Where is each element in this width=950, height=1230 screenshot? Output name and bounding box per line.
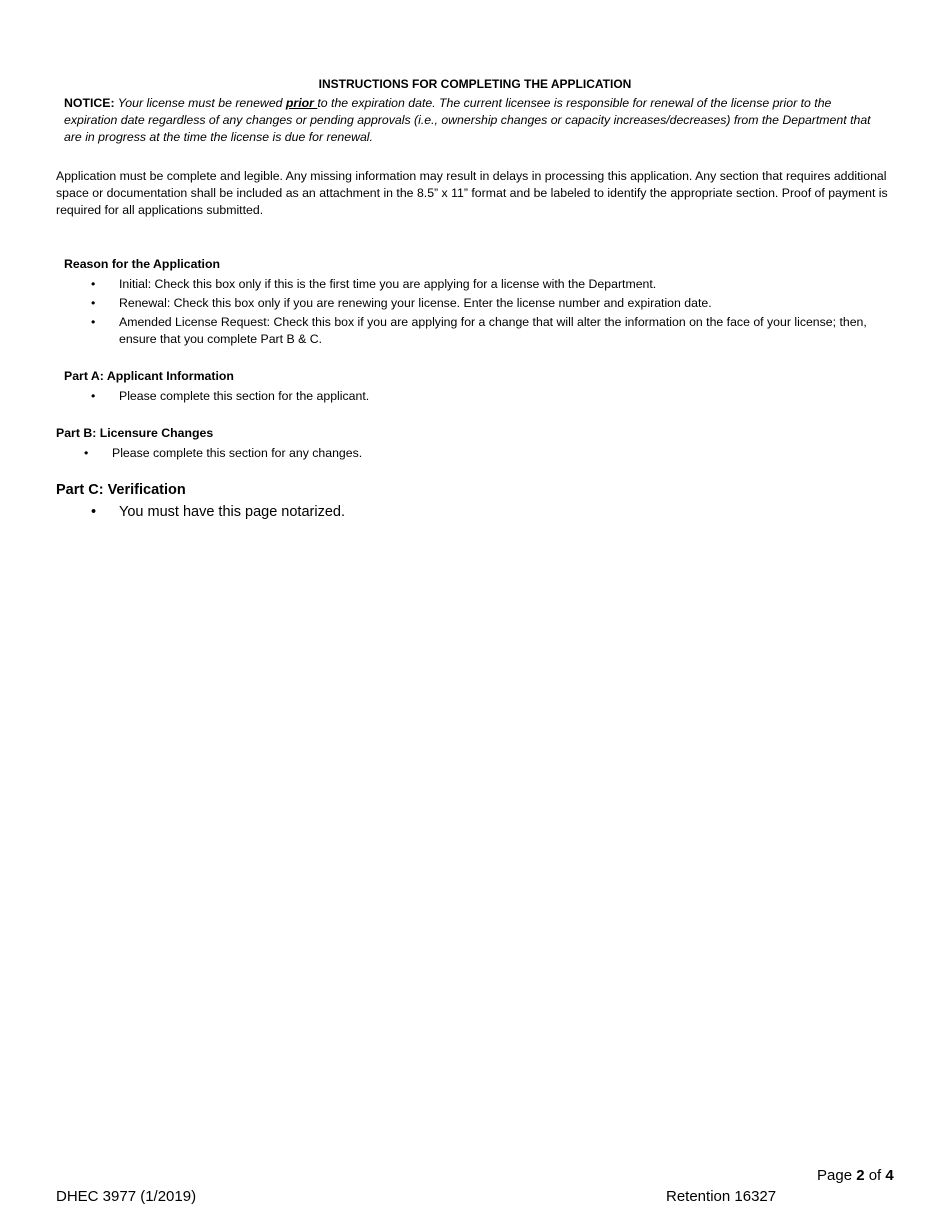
list-item-text: You must have this page notarized.: [119, 504, 345, 520]
page-current: 2: [856, 1167, 865, 1184]
page-prefix: Page: [817, 1167, 857, 1184]
page-number: [817, 1167, 894, 1184]
page-title: INSTRUCTIONS FOR COMPLETING THE APPLICATION: [318, 77, 632, 91]
page-total: 4: [885, 1167, 894, 1184]
bullet-icon: •: [91, 296, 96, 310]
list-item-text: Initial: Check this box only if this is the first time you are applying for a license with the Department.: [119, 277, 657, 291]
bullet-icon: •: [91, 277, 96, 291]
intro-paragraph: Application must be complete and legible. Any missing information may result in delays in processing this application. Any section that requires additional space or documentation shall be included as an attachment in the 8.5” x 11” format and be labeled to identify the appropriate section. Proof of payment is required for all applications submitted.: [56, 169, 888, 217]
part-c-list: [91, 503, 881, 522]
section-heading-part-a: Part A: Applicant Information: [64, 369, 234, 383]
notice-text-before: Your license must be renewed: [114, 96, 286, 110]
reason-list: [91, 276, 881, 348]
list-item: [91, 295, 881, 312]
section-heading-part-c: Part C: Verification: [56, 482, 186, 498]
notice-text-after: to the expiration date. The current licensee is responsible for renewal of the license prior to the expiration date regardless of any changes or pending approvals (i.e., ownership changes or capacity increases/decreases) from the Department that are in progress at the time the license is due for renewal.: [64, 96, 871, 144]
list-item: [84, 445, 884, 462]
notice-label: NOTICE:: [64, 96, 115, 110]
form-id: DHEC 3977 (1/2019): [56, 1188, 197, 1205]
list-item: [91, 314, 881, 348]
part-a-list: [91, 388, 881, 405]
retention-number: Retention 16327: [666, 1188, 777, 1205]
bullet-icon: •: [84, 446, 89, 460]
list-item-text: Please complete this section for the applicant.: [119, 389, 370, 403]
part-b-list: [84, 445, 884, 462]
bullet-icon: •: [91, 315, 96, 329]
list-item-text: Renewal: Check this box only if you are renewing your license. Enter the license number and expiration date.: [119, 296, 712, 310]
list-item-text: Please complete this section for any changes.: [112, 446, 363, 460]
bullet-icon: •: [91, 504, 97, 520]
notice-emphasis: prior: [285, 96, 318, 110]
section-heading-reason: Reason for the Application: [64, 257, 220, 271]
page-of: of: [864, 1167, 886, 1184]
list-item: [91, 503, 881, 522]
notice-paragraph: [64, 95, 884, 146]
list-item-text: Amended License Request: Check this box if you are applying for a change that will alter the information on the face of your license; then, ensure that you complete Part B & C.: [119, 315, 867, 346]
list-item: [91, 388, 881, 405]
list-item: [91, 276, 881, 293]
section-heading-part-b: Part B: Licensure Changes: [56, 426, 214, 440]
bullet-icon: •: [91, 389, 96, 403]
